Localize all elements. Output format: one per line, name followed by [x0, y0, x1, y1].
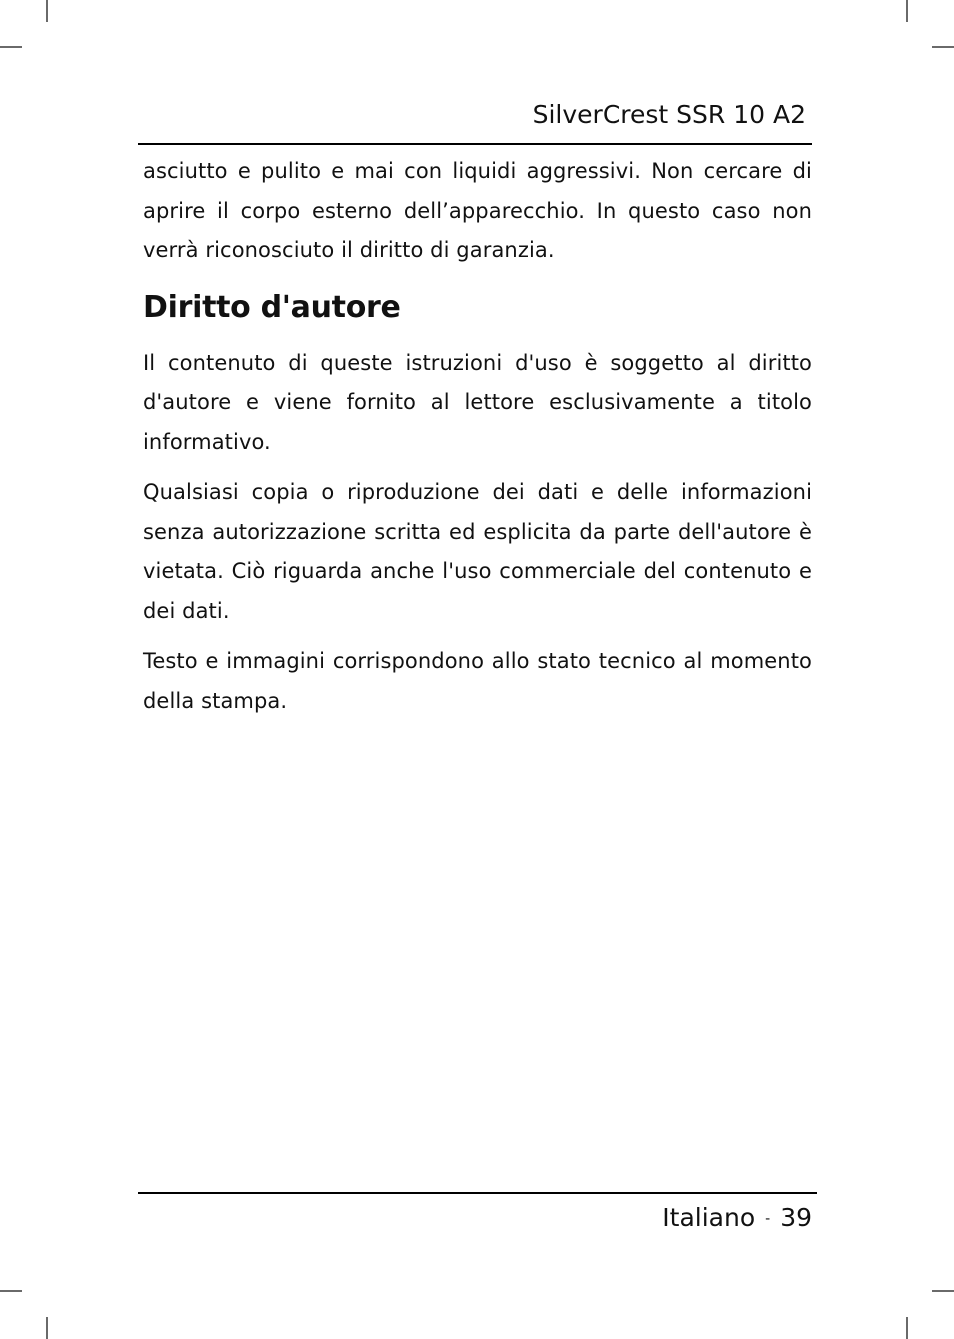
page-content	[143, 152, 812, 732]
crop-mark-top-left-h	[0, 46, 22, 48]
crop-mark-bottom-right-h	[932, 1290, 954, 1292]
paragraph-warranty: asciutto e pulito e mai con liquidi aggressivi. Non cercare di aprire il corpo esterno dell’apparecchio. In questo caso non verrà riconosciuto il diritto di garanzia.	[143, 159, 812, 262]
crop-mark-bottom-left	[46, 1317, 48, 1339]
section-heading-copyright: Diritto d'autore	[143, 289, 401, 325]
page-number: 39	[780, 1203, 812, 1232]
paragraph-copyright-notice: Il contenuto di queste istruzioni d'uso è soggetto al diritto d'autore e viene fornito al lettore esclusivamente a titolo informativo.	[143, 350, 812, 454]
crop-mark-top-right	[906, 0, 908, 22]
footer-language: Italiano	[662, 1203, 756, 1232]
crop-mark-top-left	[46, 0, 48, 22]
footer-separator: -	[765, 1211, 771, 1227]
crop-mark-bottom-left-h	[0, 1290, 22, 1292]
crop-mark-bottom-right	[906, 1317, 908, 1339]
header-rule	[138, 143, 812, 145]
footer-rule	[138, 1192, 817, 1194]
crop-mark-top-right-h	[932, 46, 954, 48]
page-footer	[662, 1200, 812, 1237]
page-header-title: SilverCrest SSR 10 A2	[532, 100, 806, 129]
paragraph-copy-prohibition: Qualsiasi copia o riproduzione dei dati e delle informazioni senza autorizzazione scritta ed esplicita da parte dell'autore è vietata. Ciò riguarda anche l'uso commerciale del contenuto e dei dati.	[143, 480, 812, 623]
paragraph-print-state: Testo e immagini corrispondono allo stato tecnico al momento della stampa.	[143, 649, 812, 713]
